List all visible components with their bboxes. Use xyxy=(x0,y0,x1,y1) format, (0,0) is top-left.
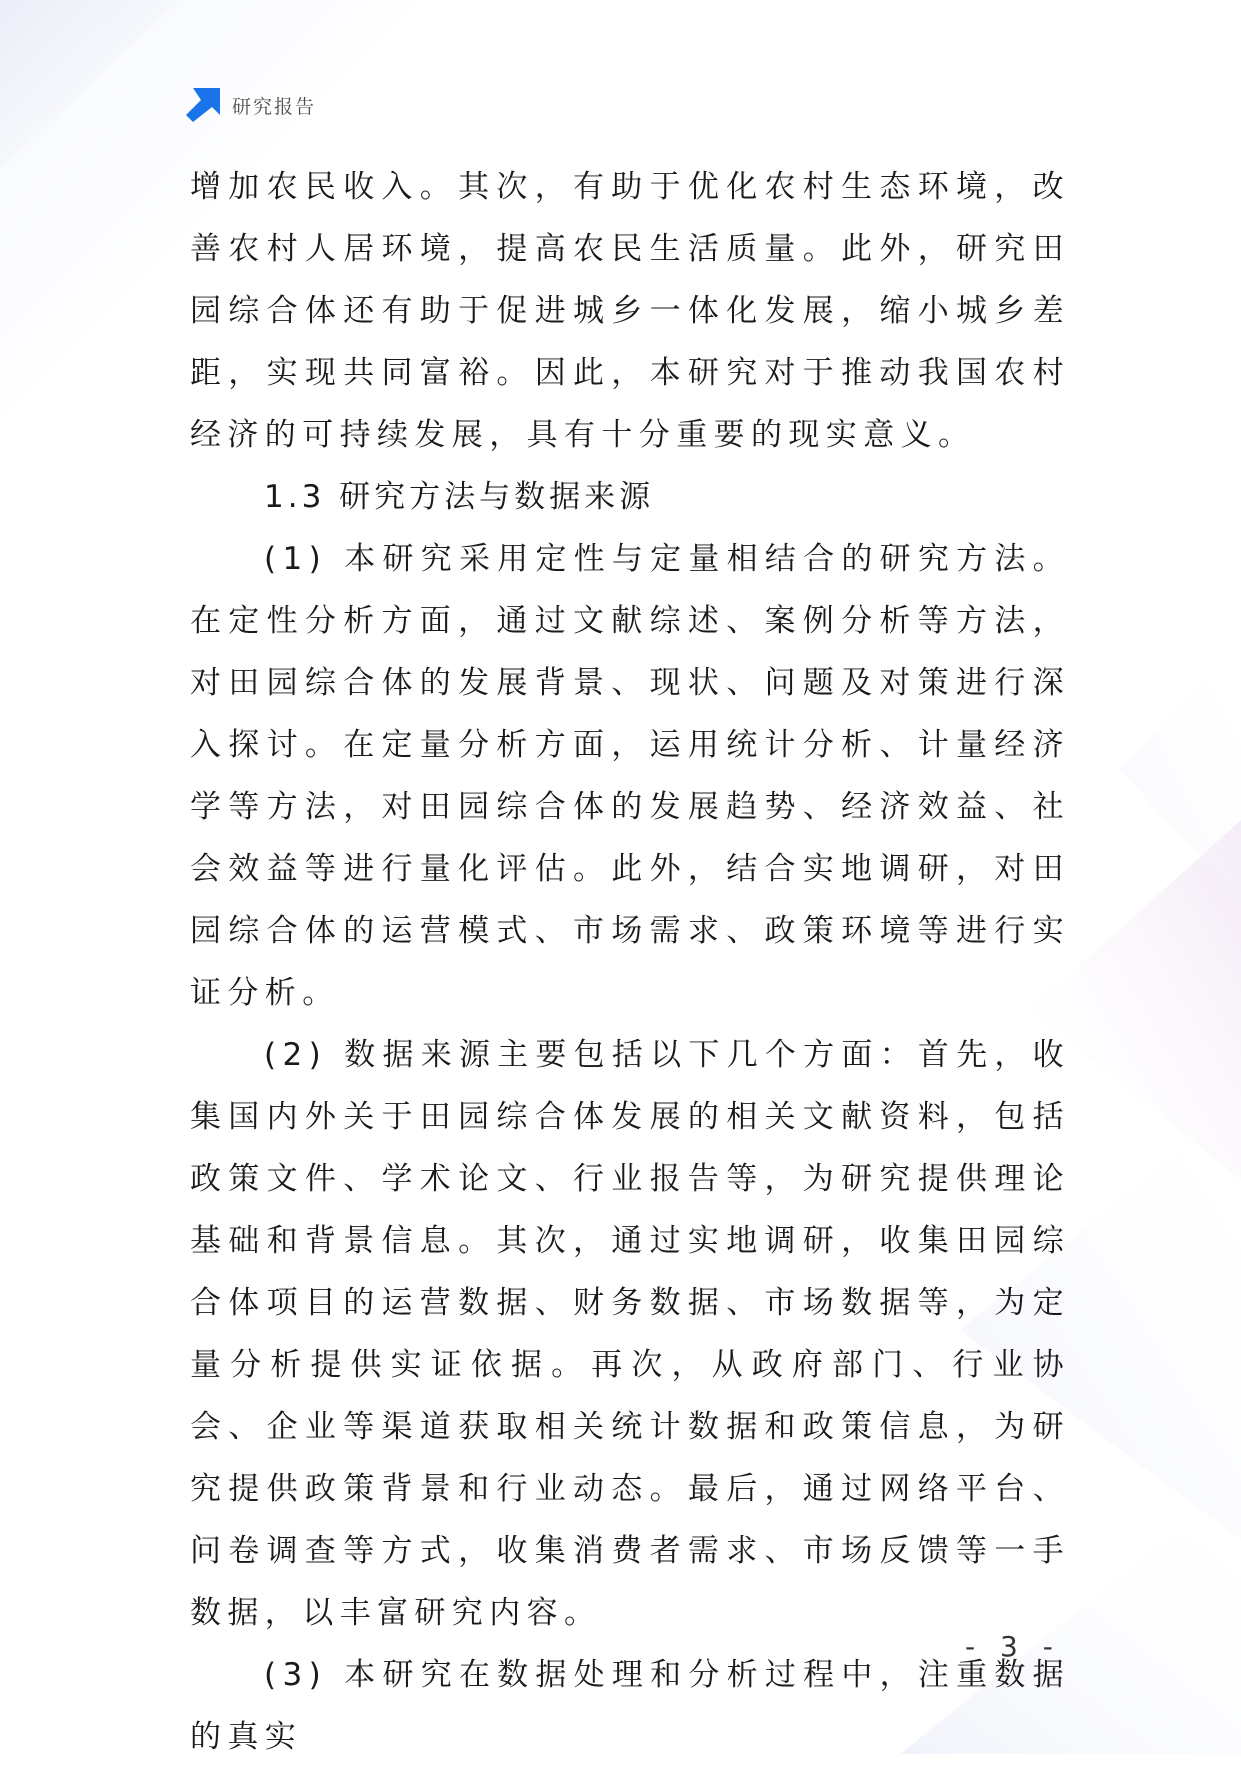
document-body xyxy=(190,156,1070,1768)
method-item-1: (1) 本研究采用定性与定量相结合的研究方法。在定性分析方面，通过文献综述、案例分析等方法，对田园综合体的发展背景、现状、问题及对策进行深入探讨。在定量分析方面，运用统计分析、计量经济学等方法，对田园综合体的发展趋势、经济效益、社会效益等进行量化评估。此外，结合实地调研，对田园综合体的运营模式、市场需求、政策环境等进行实证分析。 xyxy=(190,541,1070,1011)
document-header xyxy=(186,88,316,122)
method-item-3: (3) 本研究在数据处理和分析过程中，注重数据的真实 xyxy=(190,1657,1070,1755)
header-title: 研究报告 xyxy=(232,95,317,118)
section-heading: 1.3 研究方法与数据来源 xyxy=(264,479,655,515)
body-paragraph: 增加农民收入。其次，有助于优化农村生态环境，改善农村人居环境，提高农民生活质量。此外，研究田园综合体还有助于促进城乡一体化发展，缩小城乡差距，实现共同富裕。因此，本研究对于推动我国农村经济的可持续发展，具有十分重要的现实意义。 xyxy=(190,169,1070,453)
method-item-2: (2) 数据来源主要包括以下几个方面：首先，收集国内外关于田园综合体发展的相关文献资料，包括政策文件、学术论文、行业报告等，为研究提供理论基础和背景信息。其次，通过实地调研，收集田园综合体项目的运营数据、财务数据、市场数据等，为定量分析提供实证依据。再次，从政府部门、行业协会、企业等渠道获取相关统计数据和政策信息，为研究提供政策背景和行业动态。最后，通过网络平台、问卷调查等方式，收集消费者需求、市场反馈等一手数据，以丰富研究内容。 xyxy=(190,1037,1070,1631)
page-number: - 3 - xyxy=(965,1630,1061,1663)
diagonal-arrow-logo-icon xyxy=(186,88,220,122)
bg-shape-right-3 xyxy=(1120,640,1241,900)
